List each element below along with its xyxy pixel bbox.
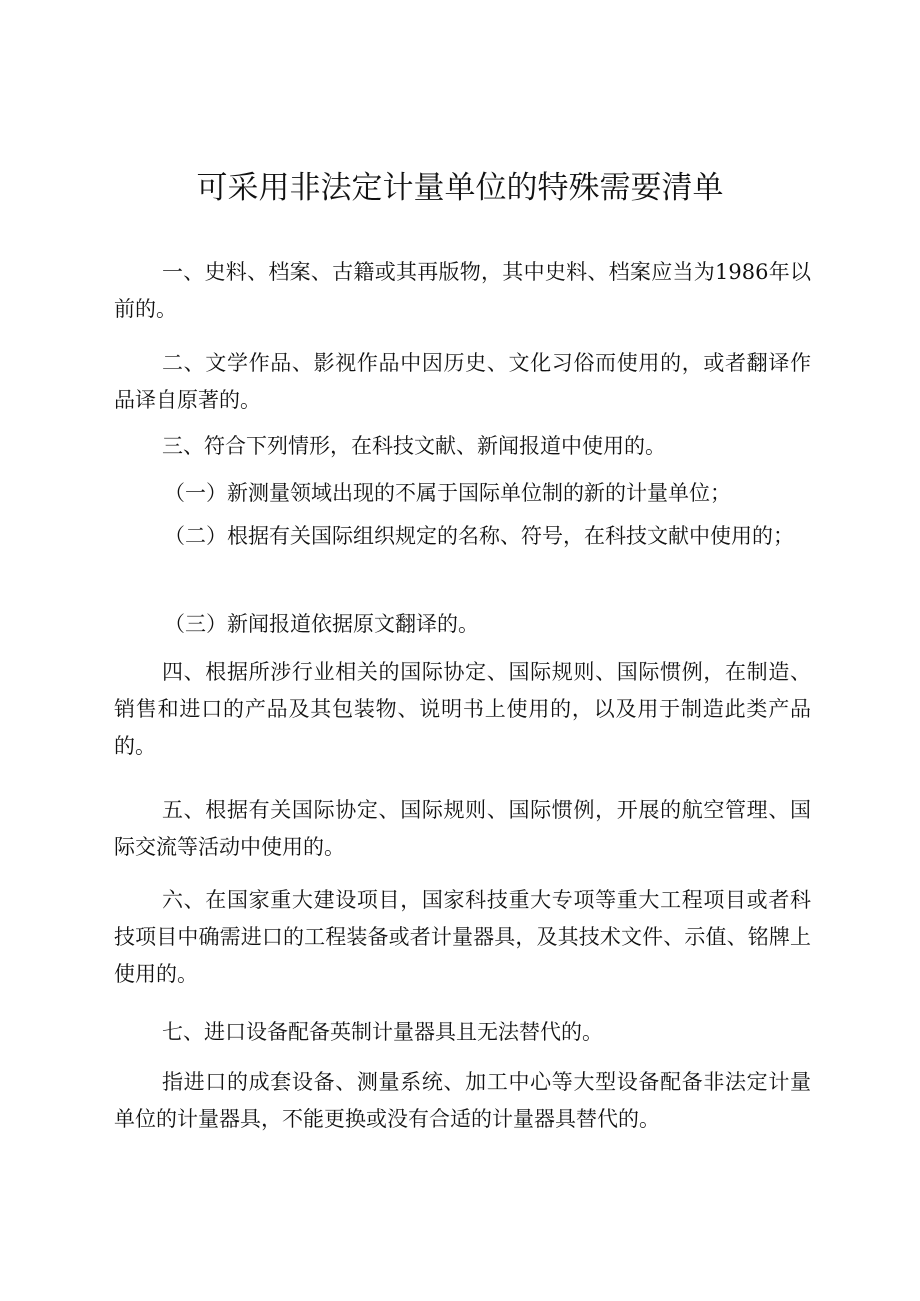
paragraph-2: 二、文学作品、影视作品中因历史、文化习俗而使用的，或者翻译作品译自原著的。: [114, 351, 811, 412]
paragraph-5: 五、根据有关国际协定、国际规则、国际惯例，开展的航空管理、国际交流等活动中使用的。: [114, 798, 811, 859]
paragraph-3: 三、符合下列情形，在科技文献、新闻报道中使用的。: [162, 434, 666, 458]
paragraph-7-note: 指进口的成套设备、测量系统、加工中心等大型设备配备非法定计量单位的计量器具，不能更换或没有合适的计量器具替代的。: [114, 1070, 811, 1131]
paragraph-3-item-1: （一）新测量领域出现的不属于国际单位制的新的计量单位；: [164, 481, 731, 505]
paragraph-4: 四、根据所涉行业相关的国际协定、国际规则、国际惯例，在制造、销售和进口的产品及其包装物、说明书上使用的，以及用于制造此类产品的。: [114, 660, 811, 758]
paragraph-7: 七、进口设备配备英制计量器具且无法替代的。: [162, 1020, 603, 1044]
paragraph-3-item-2: （二）根据有关国际组织规定的名称、符号，在科技文献中使用的；: [164, 524, 794, 548]
paragraph-1: 一、史料、档案、古籍或其再版物，其中史料、档案应当为1986年以前的。: [114, 260, 811, 321]
document-title: 可采用非法定计量单位的特殊需要清单: [196, 170, 724, 206]
paragraph-3-item-3: （三）新闻报道依据原文翻译的。: [164, 612, 479, 636]
paragraph-6: 六、在国家重大建设项目，国家科技重大专项等重大工程项目或者科技项目中确需进口的工程装备或者计量器具，及其技术文件、示值、铭牌上使用的。: [114, 888, 811, 986]
